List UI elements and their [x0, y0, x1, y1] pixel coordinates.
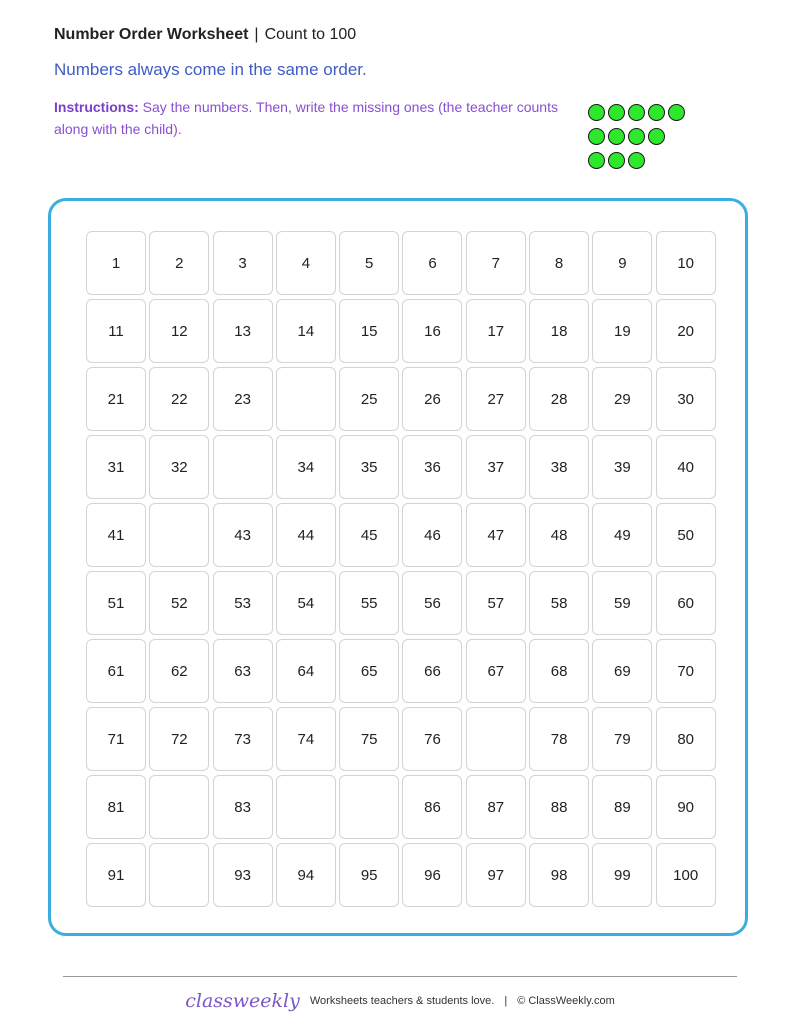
number-cell: 74	[276, 707, 336, 771]
number-cell: 4	[276, 231, 336, 295]
number-cell: 28	[529, 367, 589, 431]
number-cell: 94	[276, 843, 336, 907]
number-cell: 81	[86, 775, 146, 839]
number-cell: 2	[149, 231, 209, 295]
number-cell: 11	[86, 299, 146, 363]
number-cell: 78	[529, 707, 589, 771]
number-cell: 68	[529, 639, 589, 703]
number-cell: 36	[402, 435, 462, 499]
number-cell: 70	[656, 639, 716, 703]
number-cell: 72	[149, 707, 209, 771]
number-cell: 51	[86, 571, 146, 635]
number-cell: 73	[213, 707, 273, 771]
number-cell: 98	[529, 843, 589, 907]
blank-number-cell[interactable]	[276, 775, 336, 839]
green-dot-icon	[608, 152, 625, 169]
number-cell: 59	[592, 571, 652, 635]
number-cell: 93	[213, 843, 273, 907]
number-cell: 57	[466, 571, 526, 635]
number-cell: 13	[213, 299, 273, 363]
number-cell: 60	[656, 571, 716, 635]
green-dot-icon	[628, 152, 645, 169]
number-cell: 97	[466, 843, 526, 907]
hundred-chart	[86, 231, 716, 907]
footer-divider	[63, 976, 737, 977]
dot-row	[588, 104, 685, 121]
brand-logo: classweekly	[185, 990, 300, 1012]
green-dot-icon	[588, 104, 605, 121]
instructions	[54, 96, 574, 140]
number-cell: 15	[339, 299, 399, 363]
number-cell: 35	[339, 435, 399, 499]
number-cell: 80	[656, 707, 716, 771]
number-cell: 62	[149, 639, 209, 703]
number-cell: 50	[656, 503, 716, 567]
number-cell: 58	[529, 571, 589, 635]
green-dot-icon	[648, 128, 665, 145]
blank-number-cell[interactable]	[466, 707, 526, 771]
number-cell: 100	[656, 843, 716, 907]
number-cell: 41	[86, 503, 146, 567]
number-cell: 79	[592, 707, 652, 771]
worksheet-subtitle: Count to 100	[264, 26, 357, 43]
number-cell: 7	[466, 231, 526, 295]
number-cell: 65	[339, 639, 399, 703]
number-cell: 53	[213, 571, 273, 635]
number-cell: 40	[656, 435, 716, 499]
number-cell: 56	[402, 571, 462, 635]
green-dot-icon	[608, 128, 625, 145]
number-cell: 1	[86, 231, 146, 295]
number-cell: 8	[529, 231, 589, 295]
number-cell: 88	[529, 775, 589, 839]
footer-separator: |	[504, 995, 508, 1007]
number-cell: 87	[466, 775, 526, 839]
number-cell: 90	[656, 775, 716, 839]
blank-number-cell[interactable]	[149, 843, 209, 907]
number-cell: 91	[86, 843, 146, 907]
green-dot-icon	[648, 104, 665, 121]
number-cell: 25	[339, 367, 399, 431]
number-cell: 29	[592, 367, 652, 431]
number-cell: 46	[402, 503, 462, 567]
number-cell: 47	[466, 503, 526, 567]
number-cell: 44	[276, 503, 336, 567]
number-cell: 17	[466, 299, 526, 363]
footer	[0, 990, 800, 1012]
number-cell: 14	[276, 299, 336, 363]
number-cell: 95	[339, 843, 399, 907]
counting-dots	[588, 104, 685, 176]
number-cell: 89	[592, 775, 652, 839]
header-separator: |	[254, 26, 259, 43]
number-cell: 75	[339, 707, 399, 771]
dot-row	[588, 128, 685, 145]
number-cell: 26	[402, 367, 462, 431]
number-cell: 66	[402, 639, 462, 703]
number-cell: 61	[86, 639, 146, 703]
number-cell: 67	[466, 639, 526, 703]
green-dot-icon	[608, 104, 625, 121]
number-cell: 76	[402, 707, 462, 771]
number-cell: 99	[592, 843, 652, 907]
number-cell: 86	[402, 775, 462, 839]
footer-slogan: Worksheets teachers & students love.	[309, 995, 495, 1007]
number-cell: 71	[86, 707, 146, 771]
number-cell: 19	[592, 299, 652, 363]
worksheet-header	[54, 26, 356, 44]
tagline: Numbers always come in the same order.	[54, 60, 367, 79]
number-cell: 23	[213, 367, 273, 431]
number-cell: 52	[149, 571, 209, 635]
green-dot-icon	[628, 128, 645, 145]
blank-number-cell[interactable]	[149, 503, 209, 567]
number-cell: 21	[86, 367, 146, 431]
number-cell: 49	[592, 503, 652, 567]
number-cell: 96	[402, 843, 462, 907]
worksheet-title: Number Order Worksheet	[54, 26, 249, 43]
number-cell: 69	[592, 639, 652, 703]
number-cell: 22	[149, 367, 209, 431]
green-dot-icon	[628, 104, 645, 121]
number-cell: 10	[656, 231, 716, 295]
number-cell: 32	[149, 435, 209, 499]
blank-number-cell[interactable]	[149, 775, 209, 839]
green-dot-icon	[668, 104, 685, 121]
number-cell: 83	[213, 775, 273, 839]
number-cell: 27	[466, 367, 526, 431]
number-cell: 54	[276, 571, 336, 635]
number-cell: 55	[339, 571, 399, 635]
number-cell: 37	[466, 435, 526, 499]
green-dot-icon	[588, 152, 605, 169]
footer-copyright: © ClassWeekly.com	[517, 995, 615, 1007]
number-cell: 43	[213, 503, 273, 567]
number-cell: 16	[402, 299, 462, 363]
number-cell: 31	[86, 435, 146, 499]
instructions-label: Instructions:	[54, 99, 139, 115]
number-cell: 45	[339, 503, 399, 567]
number-cell: 34	[276, 435, 336, 499]
number-cell: 63	[213, 639, 273, 703]
number-cell: 18	[529, 299, 589, 363]
blank-number-cell[interactable]	[339, 775, 399, 839]
number-cell: 20	[656, 299, 716, 363]
number-cell: 12	[149, 299, 209, 363]
number-cell: 3	[213, 231, 273, 295]
number-cell: 5	[339, 231, 399, 295]
number-cell: 48	[529, 503, 589, 567]
number-cell: 9	[592, 231, 652, 295]
blank-number-cell[interactable]	[276, 367, 336, 431]
number-cell: 30	[656, 367, 716, 431]
instructions-text: Say the numbers. Then, write the missing ones (the teacher counts along with the child).	[54, 99, 558, 137]
number-cell: 64	[276, 639, 336, 703]
number-cell: 38	[529, 435, 589, 499]
blank-number-cell[interactable]	[213, 435, 273, 499]
green-dot-icon	[588, 128, 605, 145]
dot-row	[588, 152, 685, 169]
number-cell: 6	[402, 231, 462, 295]
number-cell: 39	[592, 435, 652, 499]
